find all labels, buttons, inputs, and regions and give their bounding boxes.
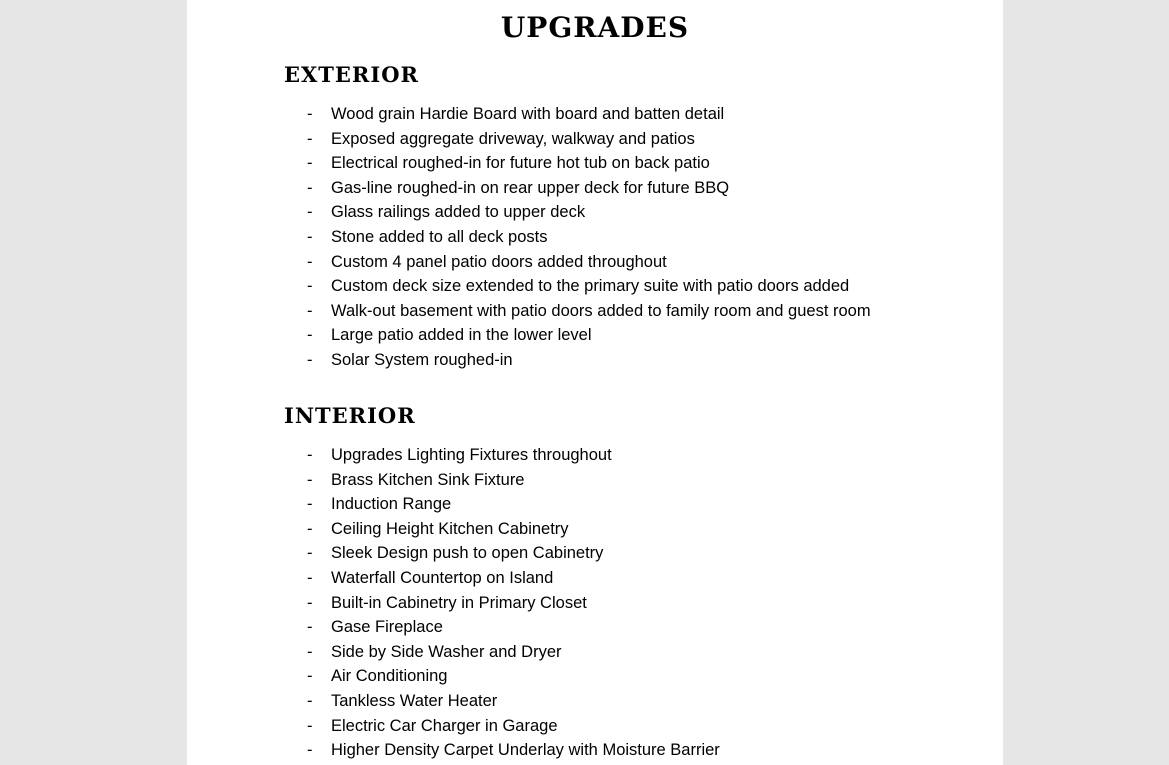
- list-item-text: Wood grain Hardie Board with board and batten detail: [331, 105, 725, 123]
- list-item-text: Large patio added in the lower level: [331, 326, 592, 345]
- list-item: [187, 225, 1003, 250]
- list-item-text: Higher Density Carpet Underlay with Moisture Barrier: [331, 741, 720, 760]
- list-item-text: Upgrades Lighting Fixtures throughout: [331, 446, 612, 464]
- page-title: UPGRADES: [500, 11, 690, 44]
- bullet-dash: -: [307, 326, 313, 345]
- list-item: [187, 151, 1003, 176]
- list-item: [187, 274, 1003, 299]
- list-item-text: Stone added to all deck posts: [331, 227, 548, 246]
- list-item-text: Electrical roughed-in for future hot tub on back patio: [331, 154, 710, 173]
- bullet-dash: -: [307, 716, 313, 735]
- list-item: [187, 517, 1003, 542]
- exterior-heading: EXTERIOR: [284, 62, 419, 87]
- list-item: [187, 714, 1003, 739]
- bullet-dash: -: [307, 667, 313, 686]
- list-item: [187, 566, 1003, 591]
- list-item: [187, 664, 1003, 689]
- bullet-dash: -: [307, 741, 313, 760]
- bullet-dash: -: [307, 642, 313, 661]
- bullet-dash: -: [307, 350, 313, 369]
- document-page: [187, 0, 1003, 765]
- list-item-text: Brass Kitchen Sink Fixture: [331, 470, 525, 489]
- list-item-text: Induction Range: [331, 495, 452, 514]
- list-item-text: Gas-line roughed-in on rear upper deck for future BBQ: [331, 178, 730, 197]
- bullet-dash: -: [307, 470, 313, 489]
- bullet-dash: -: [307, 178, 313, 197]
- interior-list: [187, 443, 1003, 763]
- list-item: [187, 591, 1003, 616]
- bullet-dash: -: [307, 154, 313, 173]
- list-item-text: Sleek Design push to open Cabinetry: [331, 544, 604, 563]
- bullet-dash: -: [307, 227, 313, 246]
- bullet-dash: -: [307, 593, 313, 612]
- bullet-dash: -: [307, 519, 313, 538]
- list-item-text: Walk-out basement with patio doors added to family room and guest room: [331, 301, 871, 320]
- list-item: [187, 323, 1003, 348]
- list-item: [187, 102, 1003, 127]
- list-item: [187, 348, 1003, 373]
- list-item: [187, 127, 1003, 152]
- list-item-text: Electric Car Charger in Garage: [331, 716, 558, 735]
- list-item: [187, 615, 1003, 640]
- list-item-text: Custom deck size extended to the primary suite with patio doors added: [331, 277, 850, 296]
- list-item-text: Tankless Water Heater: [331, 691, 498, 710]
- interior-heading: INTERIOR: [284, 403, 416, 428]
- list-item: [187, 640, 1003, 665]
- list-item: [187, 443, 1003, 468]
- exterior-list: [187, 102, 1003, 373]
- list-item: [187, 299, 1003, 324]
- bullet-dash: -: [307, 105, 313, 123]
- bullet-dash: -: [307, 691, 313, 710]
- bullet-dash: -: [307, 277, 313, 296]
- list-item: [187, 738, 1003, 763]
- bullet-dash: -: [307, 301, 313, 320]
- bullet-dash: -: [307, 495, 313, 514]
- list-item: [187, 492, 1003, 517]
- list-item: [187, 250, 1003, 275]
- list-item: [187, 468, 1003, 493]
- list-item: [187, 176, 1003, 201]
- bullet-dash: -: [307, 544, 313, 563]
- list-item-text: Custom 4 panel patio doors added throughout: [331, 252, 667, 271]
- bullet-dash: -: [307, 203, 313, 222]
- list-item-text: Exposed aggregate driveway, walkway and patios: [331, 129, 695, 148]
- list-item-text: Waterfall Countertop on Island: [331, 568, 554, 587]
- bullet-dash: -: [307, 446, 313, 464]
- list-item-text: Gase Fireplace: [331, 618, 443, 637]
- list-item: [187, 200, 1003, 225]
- list-item: [187, 541, 1003, 566]
- bullet-dash: -: [307, 568, 313, 587]
- bullet-dash: -: [307, 252, 313, 271]
- list-item-text: Ceiling Height Kitchen Cabinetry: [331, 519, 569, 538]
- list-item-text: Glass railings added to upper deck: [331, 203, 586, 222]
- list-item-text: Side by Side Washer and Dryer: [331, 642, 562, 661]
- list-item-text: Solar System roughed-in: [331, 350, 513, 369]
- list-item: [187, 689, 1003, 714]
- bullet-dash: -: [307, 618, 313, 637]
- list-item-text: Built-in Cabinetry in Primary Closet: [331, 593, 587, 612]
- bullet-dash: -: [307, 129, 313, 148]
- list-item-text: Air Conditioning: [331, 667, 448, 686]
